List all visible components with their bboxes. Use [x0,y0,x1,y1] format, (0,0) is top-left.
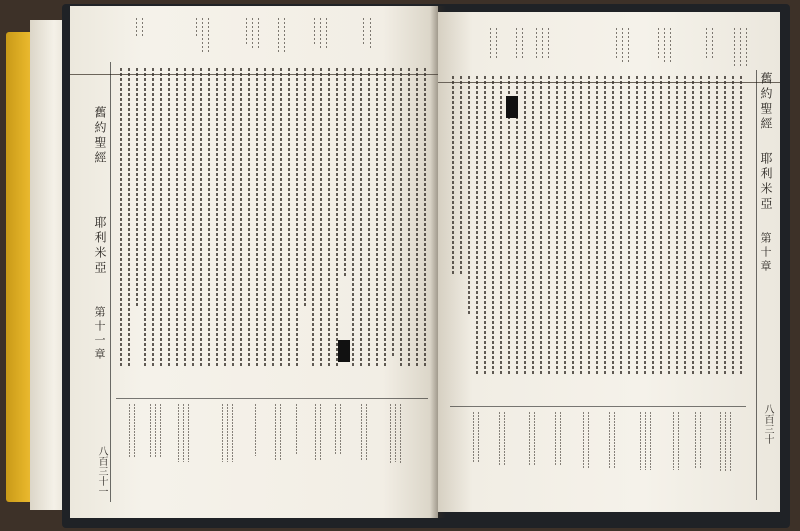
left-book-title: 舊約聖經 [93,106,107,166]
right-main-text [448,76,748,396]
right-page [438,12,780,512]
right-chapter-number: 第十章 [759,232,772,274]
right-book-title: 舊約聖經 [759,72,773,132]
left-page-number: 八百三十一 [96,446,107,496]
left-chapter-title: 耶利米亞 [93,216,107,276]
left-page [70,6,438,518]
left-chapter-number: 第十一章 [93,306,106,362]
right-chapter-title: 耶利米亞 [759,152,773,212]
right-page-number: 八百三十 [762,404,773,444]
left-main-text [114,68,430,388]
